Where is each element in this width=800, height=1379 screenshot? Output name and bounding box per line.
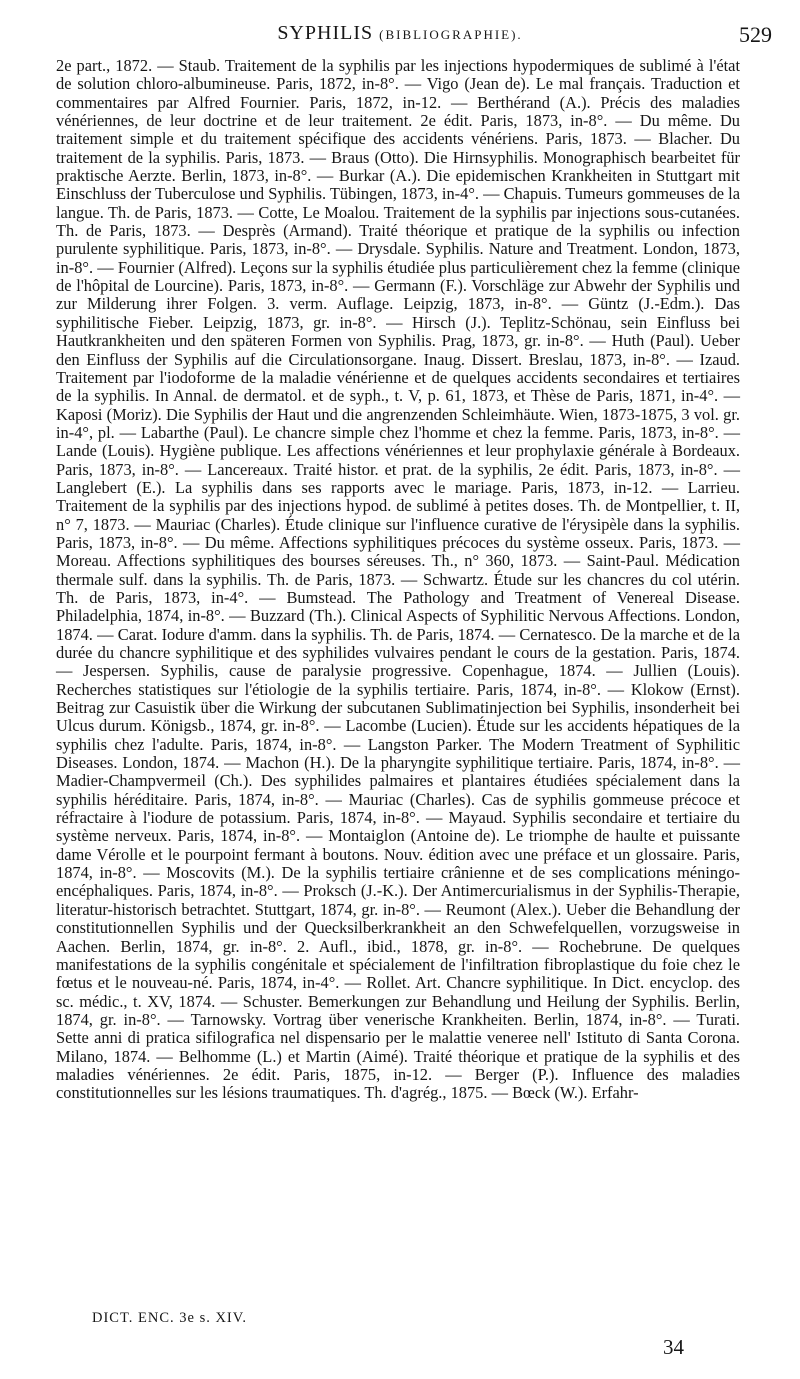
bibliography-entry: Braus (Otto). Die Hirnsyphilis. Monographisch bearbeitet für praktische Aerzte. Berlin, 1873, in-8°. — [56, 147, 740, 186]
bibliography-entry: Izaud. Traitement par l'iodoforme de la maladie vénérienne et de quelques accidents secondaires et tertiaires de la syphilis. In Annal. de dermatol. et de syph., t. V, p. 61, 1873, et Thèse de Paris, 1871, in-4°. — [56, 349, 740, 406]
bibliography-entry: Schuster. Bemerkungen zur Behandlung und Heilung der Syphilis. Berlin, 1874, gr. in-8°. — [56, 991, 741, 1029]
bibliography-entry: Bumstead. The Pathology and Treatment of Venereal Disease. Philadelphia, 1874, in-8°. — [56, 587, 741, 626]
bibliography-entry: Chapuis. Tumeurs gommeuses de la langue. Th. de Paris, 1873. — [56, 184, 740, 222]
bibliography-entry: Cernatesco. De la marche et de la durée du chancre syphilitique et des syphilides vulvaires pendant le cours de la gestation. Paris, 1874. — [56, 624, 741, 681]
bibliography-entry: Güntz (J.-Edm.). Das syphilitische Fieber. Leipzig, 1873, gr. in-8°. — [56, 294, 740, 332]
running-head [0, 22, 800, 50]
bibliography-entry: Drysdale. Syphilis. Nature and Treatment. London, 1873, in-8°. — [56, 239, 740, 277]
bibliography-entry: Jullien (Louis). Recherches statistiques sur l'étiologie de la syphilis tertiaire. Paris, 1874, in-8°. — [56, 661, 740, 699]
running-title-sub: (BIBLIOGRAPHIE). [379, 27, 523, 42]
bibliography-entry: Labarthe (Paul). Le chancre simple chez l'homme et chez la femme. Paris, 1873, in-8°. — [140, 422, 740, 442]
bibliography-entry: Saint-Paul. Médication thermale sulf. dans la syphilis. Th. de Paris, 1873. — [56, 551, 740, 589]
signature-number: 34 [663, 1335, 684, 1359]
bibliography-entry: Lancereaux. Traité histor. et prat. de la syphilis, 2e édit. Paris, 1873, in-8°. — [207, 459, 740, 479]
bibliography-entry: Lande (Louis). Hygiène publique. Les affections vénériennes et leur prophylaxie générale à Bordeaux. Paris, 1873, in-8°. — [56, 441, 740, 479]
bibliography-text [56, 57, 740, 1103]
bibliography-entry: Rochebrune. De quelques manifestations de la syphilis congénitale et spécialement de l'infiltration fibroplastique du foie chez le fœtus et le nouveau-né. Paris, 1874, in-4°. — [56, 936, 740, 993]
bibliography-entry: Carat. Iodure d'amm. dans la syphilis. Th. de Paris, 1874. — [117, 624, 516, 644]
bibliography-entry: Langston Parker. The Modern Treatment of Syphilitic Diseases. London, 1874. — [56, 734, 740, 773]
bibliography-entry: Fournier (Alfred). Leçons sur la syphilis étudiée plus particulièrement chez la femme (clinique de l'hôpital de Lourcine). Paris, 1873, in-8°. — [56, 257, 740, 296]
bibliography-entry: 2e part., 1872. — Staub. Traitement de la syphilis par les injections hypodermiques de sublimé à l'état de solution chloro-albumineuse. Paris, 1872, in-8°. — [56, 56, 740, 94]
signature-line: DICT. ENC. 3e s. XIV. [92, 1310, 247, 1326]
bibliography-entry: Tarnowsky. Vortrag über venerische Krankheiten. Berlin, 1874, in-8°. — [190, 1009, 690, 1029]
bibliography-entry: Montaiglon (Antoine de). Le triomphe de haulte et puissante dame Vérolle et le pourpoint fermant à boutons. Nouv. édition avec une préface et un glossaire. Paris, 1874, in-8°. — [56, 826, 740, 883]
running-title [0, 22, 800, 45]
bibliography-entry: Moscovits (M.). De la syphilis tertiaire crânienne et de ses complications méningo-encéphaliques. Paris, 1874, in-8°. — [56, 863, 740, 901]
bibliography-entry: Hirsch (J.). Teplitz-Schönau, sein Einfluss bei Hautkrankheiten und den späteren Formen von Syphilis. Prag, 1873, gr. in-8°. — [56, 312, 741, 351]
bibliography-entry: Bœck (W.). Erfahr- [512, 1083, 639, 1103]
bibliography-entry: Vigo (Jean de). Le mal français. Traduction et commentaires par Alfred Fournier. Paris, 1872, in-12. — [56, 74, 740, 112]
bibliography-entry: Larrieu. Traitement de la syphilis par des injections hypod. de sublimé à petites doses. Th. de Montpellier, t. II, n° 7, 1873. — [56, 477, 740, 534]
bibliography-entry: Berger (P.). Influence des maladies constitutionnelles sur les lésions traumatiques. Th. d'agrég., 1875. — [56, 1064, 740, 1103]
bibliography-entry: Huth (Paul). Ueber den Einfluss der Syphilis auf die Circulationsorgane. Inaug. Dissert. Breslau, 1873, in-8°. — [56, 331, 740, 369]
bibliography-entry: Du même. Du traitement simple et du traitement spécifique des accidents vénériens. Paris, 1873. — [56, 111, 741, 149]
bibliography-entry: Du même. Affections syphilitiques précoces du système osseux. Paris, 1873. — [204, 532, 740, 552]
bibliography-entry: Germann (F.). Vorschläge zur Abwehr der Syphilis und zur Milderung ihrer Folgen. 3. verm. Auflage. Leipzig, 1873, in-8°. — [56, 276, 740, 314]
bibliography-entry: Schwartz. Étude sur les chancres du col utérin. Th. de Paris, 1873, in-4°. — [56, 569, 740, 607]
bibliography-entry: Langlebert (E.). La syphilis dans ses rapports avec le mariage. Paris, 1873, in-12. — [56, 477, 679, 497]
bibliography-entry: Mayaud. Syphilis secondaire et tertiaire du système nerveux. Paris, 1874, in-8°. — [56, 808, 740, 846]
bibliography-entry: Berthérand (A.). Précis des maladies vénériennes, de leur doctrine et de leur traitement. 2e édit. Paris, 1873, in-8°. — [56, 92, 740, 131]
bibliography-entry: Rollet. Art. Chancre syphilitique. In Dict. encyclop. des sc. médic., t. XV, 1874. — [56, 973, 740, 1011]
bibliography-entry: Lacombe (Lucien). Étude sur les accidents hépatiques de la syphilis chez l'adulte. Paris, 1874, in-8°. — [56, 716, 740, 754]
bibliography-entry: Moreau. Affections syphilitiques des bourses séreuses. Th., n° 360, 1873. — [56, 551, 581, 571]
bibliography-entry: Mauriac (Charles). Étude clinique sur l'influence curative de l'érysipèle dans la syphilis. Paris, 1873, in-8°. — [56, 514, 740, 552]
bibliography-entry: Desprès (Armand). Traité théorique et pratique de la syphilis ou infection purulente syphilitique. Paris, 1873, in-8°. — [56, 221, 740, 259]
bibliography-entry: Mauriac (Charles). Cas de syphilis gommeuse précoce et réfractaire à l'iodure de potassium. Paris, 1874, in-8°. — [56, 789, 740, 828]
page-number: 529 [739, 22, 772, 47]
bibliography-entry: Buzzard (Th.). Clinical Aspects of Syphilitic Nervous Affections. London, 1874. — [56, 606, 741, 644]
bibliography-entry: Klokow (Ernst). Beitrag zur Casuistik über die Wirkung der subcutanen Sublimatinjection bei Syphilis, insonderheit bei Ulcus durum. Königsb., 1874, gr. in-8°. — [56, 679, 740, 736]
bibliography-entry: Machon (H.). De la pharyngite syphilitique tertiaire. Paris, 1874, in-8°. — [245, 753, 740, 773]
bibliography-entry: Kaposi (Moriz). Die Syphilis der Haut und die angrenzenden Schleimhäute. Wien, 1873-1875, 3 vol. gr. in-4°, pl. — [56, 404, 740, 442]
bibliography-entry: Blacher. Du traitement de la syphilis. Paris, 1873. — [56, 129, 740, 167]
bibliography-entry: Jespersen. Syphilis, cause de paralysie progressive. Copenhague, 1874. — [83, 661, 623, 681]
running-title-main: SYPHILIS [277, 22, 374, 44]
bibliography-entry: Belhomme (L.) et Martin (Aimé). Traité théorique et pratique de la syphilis et des maladies vénériennes. 2e édit. Paris, 1875, in-12. — [56, 1046, 740, 1084]
bibliography-entry: Proksch (J.-K.). Der Antimercurialismus in der Syphilis-Therapie, literatur-historisch betrachtet. Stuttgart, 1874, gr. in-8°. — [56, 881, 740, 919]
bibliography-entry: Turati. Sette anni di pratica sifilografica nel dispensario per le malattie veneree nell' Istituto di Santa Corona. Milano, 1874. — [56, 1009, 740, 1066]
bibliography-entry: Cotte, Le Moalou. Traitement de la syphilis par injections sous-cutanées. Th. de Paris, 1873. — [56, 202, 740, 241]
bibliography-entry: Burkar (A.). Die epidemischen Krankheiten in Stuttgart mit Einschluss der Tuberculose und Syphilis. Tübingen, 1873, in-4°. — [56, 166, 740, 204]
bibliography-entry: Madier-Champvermeil (Ch.). Des syphilides palmaires et plantaires étudiées spécialement dans la syphilis héréditaire. Paris, 1874, in-8°. — [56, 771, 740, 809]
bibliography-entry: Reumont (Alex.). Ueber die Behandlung der constitutionnellen Syphilis und der Quecksilberkrankheit an den Schwefelquellen, vorzugsweise in Aachen. Berlin, 1874, gr. in-8°. 2. Aufl., ibid., 1878, gr. in-8°. — [56, 899, 741, 956]
